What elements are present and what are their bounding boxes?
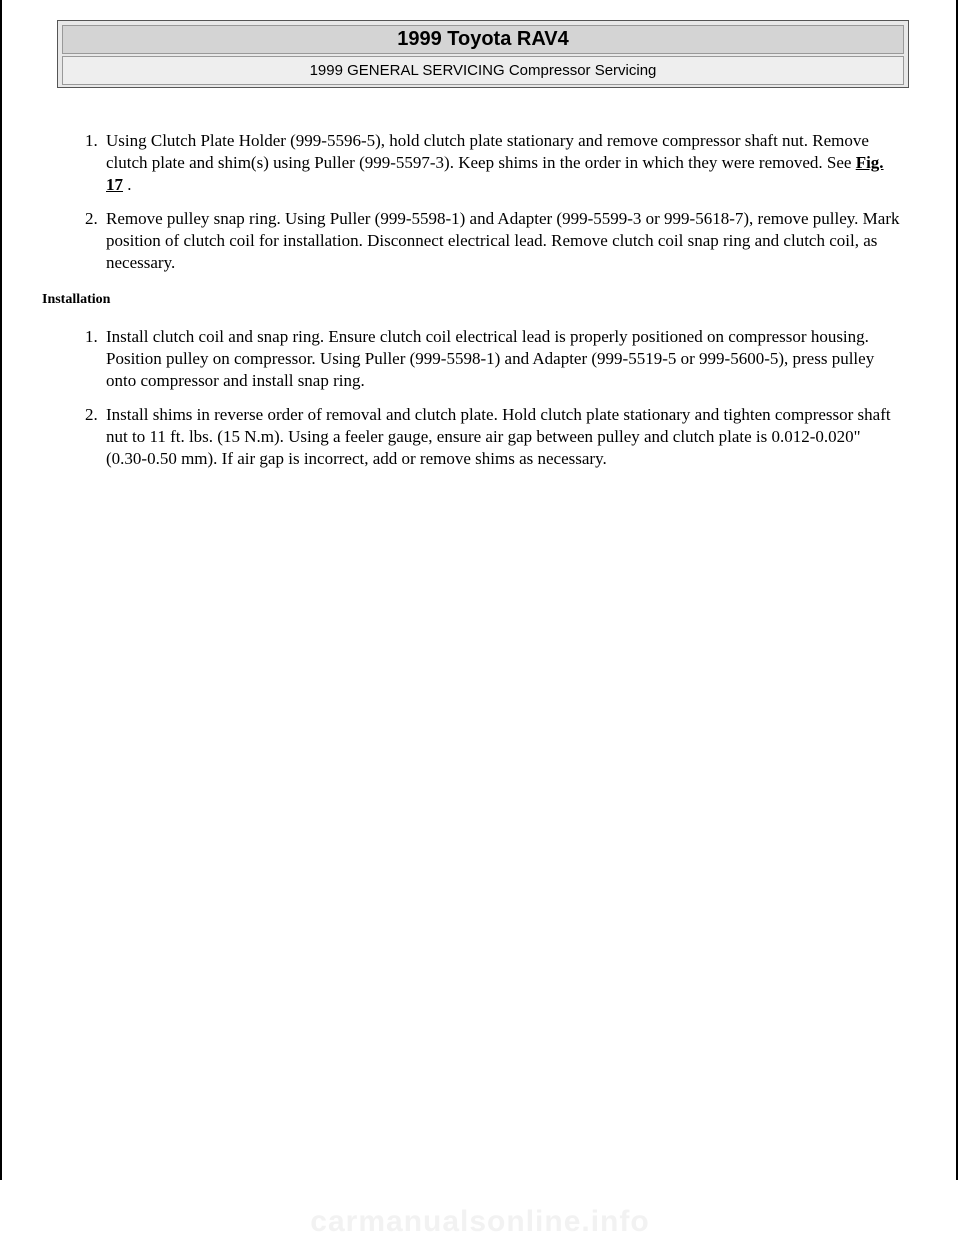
list-item: 2. Install shims in reverse order of removal and clutch plate. Hold clutch plate stationary and tighten compressor shaft nut to 11 ft. lbs. (15 N.m). Using a feeler gauge, ensure air gap between pulley and clutch plate is 0.012-0.020" (0.30-0.50 mm). If air gap is incorrect, add or remove shims as necessary. <box>102 404 902 470</box>
watermark: carmanualsonline.info <box>310 1205 650 1238</box>
removal-steps-list <box>62 130 902 274</box>
list-item: 1. Using Clutch Plate Holder (999-5596-5), hold clutch plate stationary and remove compressor shaft nut. Remove clutch plate and shim(s) using Puller (999-5597-3). Keep shims in the order in which they were removed. See Fig. 17 . <box>102 130 902 196</box>
page-title: 1999 Toyota RAV4 <box>62 25 904 54</box>
list-item: 1. Install clutch coil and snap ring. Ensure clutch coil electrical lead is properly positioned on compressor housing. Position pulley on compressor. Using Puller (999-5598-1) and Adapter (999-5519-5 or 999-5600-5), press pulley onto compressor and install snap ring. <box>102 326 902 392</box>
fig-17-link[interactable]: Fig. 17 <box>106 153 884 194</box>
list-item: 2. Remove pulley snap ring. Using Puller (999-5598-1) and Adapter (999-5599-3 or 999-5618-7), remove pulley. Mark position of clutch coil for installation. Disconnect electrical lead. Remove clutch coil snap ring and clutch coil, as necessary. <box>102 208 902 274</box>
document-body <box>42 130 902 482</box>
document-header <box>57 20 909 88</box>
installation-steps-list <box>62 326 902 470</box>
page-subtitle: 1999 GENERAL SERVICING Compressor Servicing <box>62 56 904 85</box>
installation-heading: Installation <box>42 292 111 307</box>
